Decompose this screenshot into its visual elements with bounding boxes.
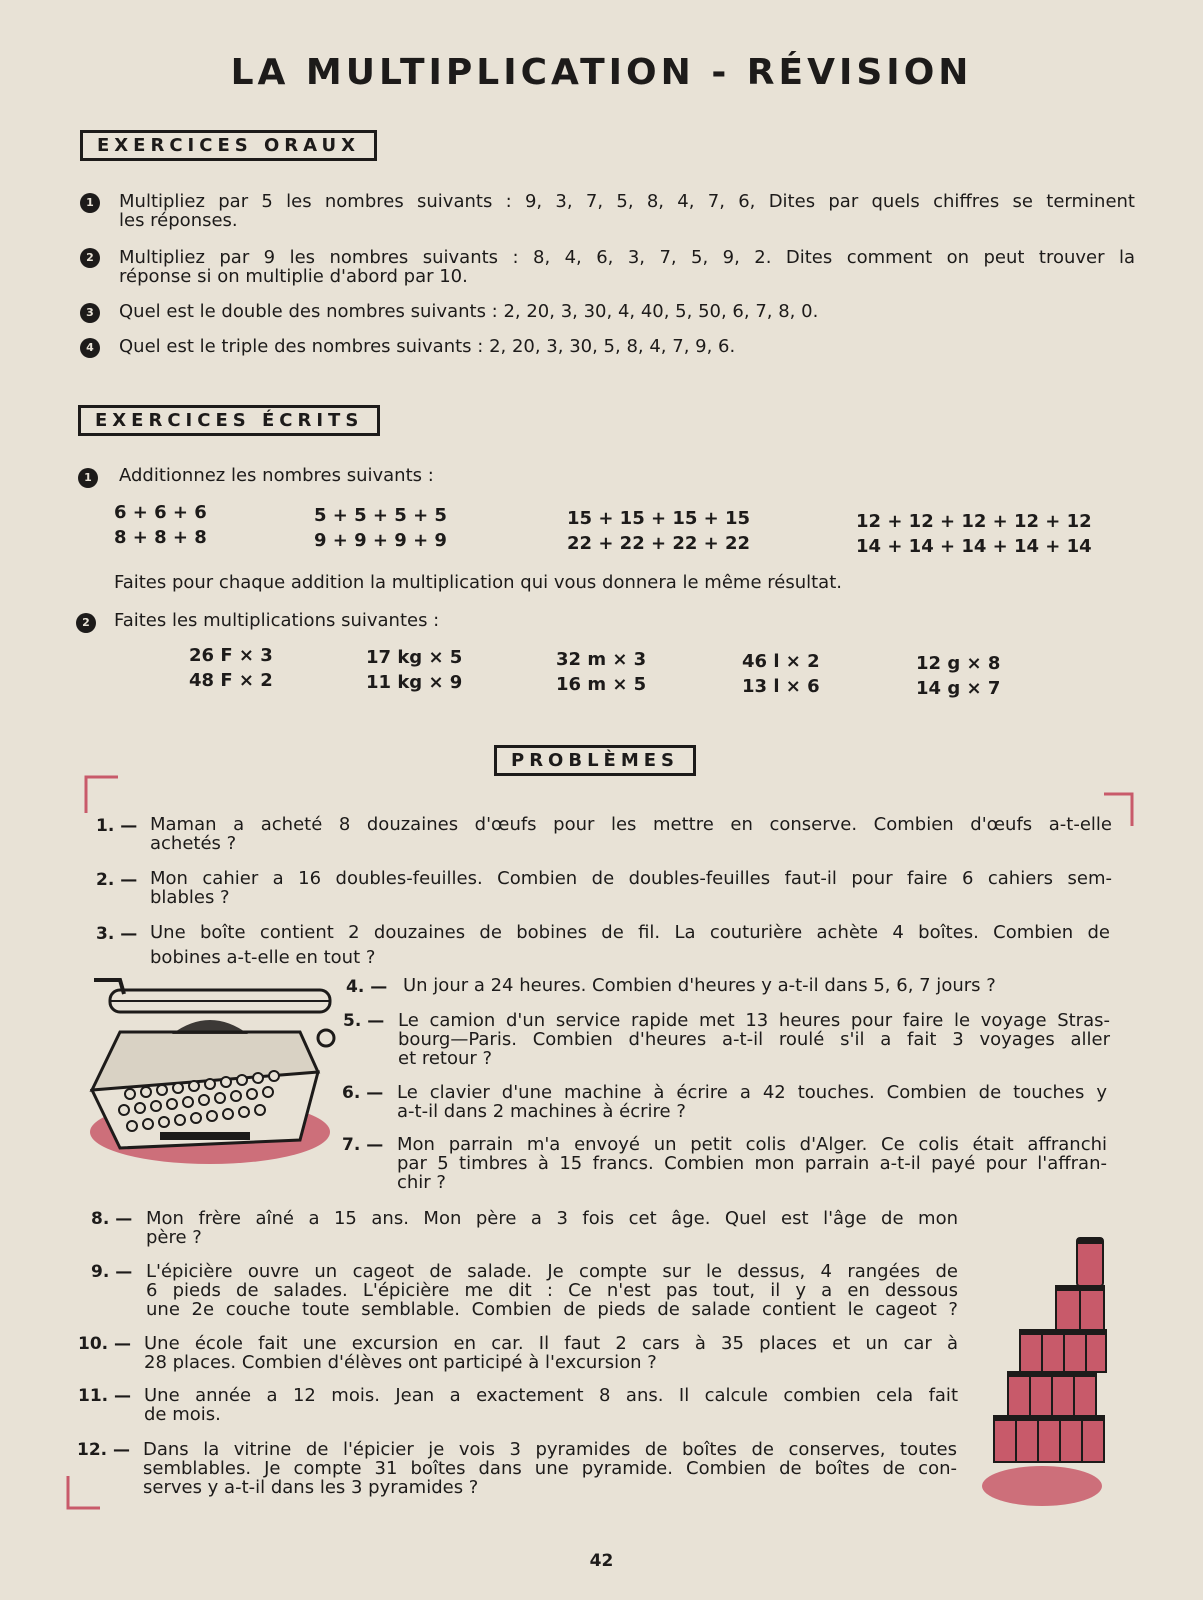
problem-text: bourg—Paris. Combien d'heures a-t-il roulé s'il a fait 3 voyages aller: [398, 1029, 1110, 1050]
written-number-1: 1: [78, 468, 98, 488]
sum-expression: 15 + 15 + 15 + 15: [567, 508, 751, 529]
problem-number: 1. —: [96, 816, 138, 836]
problem-text: achetés ?: [150, 833, 237, 854]
problem-number: 10. —: [78, 1334, 132, 1354]
sum-group: [856, 509, 1092, 559]
sum-expression: 14 + 14 + 14 + 14 + 14: [856, 536, 1092, 557]
problem-number: 5. —: [343, 1011, 385, 1031]
product-expression: 48 F × 2: [189, 670, 273, 691]
problem-text: blables ?: [150, 887, 230, 908]
page-number: 42: [589, 1551, 614, 1571]
product-group: [366, 645, 462, 695]
product-group: [189, 643, 273, 693]
problem-text: Le clavier d'une machine à écrire a 42 touches. Combien de touches y: [397, 1082, 1107, 1103]
product-expression: 32 m × 3: [556, 649, 647, 670]
problem-text: Dans la vitrine de l'épicier je vois 3 pyramides de boîtes de conserves, toutes: [143, 1439, 957, 1460]
oral-exercise-2-line1: Multipliez par 9 les nombres suivants : 8, 4, 6, 3, 7, 5, 9, 2. Dites comment on peut trouver la: [119, 247, 1135, 268]
problem-text: de mois.: [144, 1404, 221, 1425]
product-expression: 12 g × 8: [916, 653, 1001, 674]
sum-expression: 22 + 22 + 22 + 22: [567, 533, 751, 554]
problem-text: a-t-il dans 2 machines à écrire ?: [397, 1101, 686, 1122]
sum-expression: 5 + 5 + 5 + 5: [314, 505, 447, 526]
problem-text: Mon parrain m'a envoyé un petit colis d'Alger. Ce colis était affranchi: [397, 1134, 1107, 1155]
can-pyramid-illustration: [980, 1230, 1110, 1510]
problem-text: chir ?: [397, 1172, 446, 1193]
problem-text: Un jour a 24 heures. Combien d'heures y a-t-il dans 5, 6, 7 jours ?: [403, 975, 996, 996]
oral-exercise-4: Quel est le triple des nombres suivants : 2, 20, 3, 30, 5, 8, 4, 7, 9, 6.: [119, 336, 736, 357]
product-group: [556, 647, 646, 697]
sum-expression: 8 + 8 + 8: [114, 527, 207, 548]
oral-exercise-3: Quel est le double des nombres suivants : 2, 20, 3, 30, 4, 40, 5, 50, 6, 7, 8, 0.: [119, 301, 819, 322]
sum-expression: 9 + 9 + 9 + 9: [314, 530, 447, 551]
problem-text: serves y a-t-il dans les 3 pyramides ?: [143, 1477, 479, 1498]
problem-number: 11. —: [78, 1386, 132, 1406]
problem-text: L'épicière ouvre un cageot de salade. Je compte sur le dessus, 4 rangées de: [146, 1261, 958, 1282]
problem-text: semblables. Je compte 31 boîtes dans une pyramide. Combien de boîtes de con-: [143, 1458, 957, 1479]
problem-number: 2. —: [96, 870, 138, 890]
problem-text: Une boîte contient 2 douzaines de bobines de fil. La couturière achète 4 boîtes. Combien de: [150, 922, 1110, 943]
sum-expression: 6 + 6 + 6: [114, 502, 207, 523]
corner-mark-top-left: [82, 775, 122, 815]
problem-number: 4. —: [346, 977, 388, 997]
problem-number: 8. —: [91, 1209, 133, 1229]
written-number-2: 2: [76, 613, 96, 633]
problem-text: Une école fait une excursion en car. Il faut 2 cars à 35 places et un car à: [144, 1333, 958, 1354]
oral-exercise-2-line2: réponse si on multiplie d'abord par 10.: [119, 266, 468, 287]
sum-group: [567, 506, 750, 556]
problem-number: 9. —: [91, 1262, 133, 1282]
section-oral-heading: EXERCICES ORAUX: [80, 130, 377, 161]
sum-group: [314, 503, 447, 553]
product-expression: 14 g × 7: [916, 678, 1001, 699]
problem-text: 6 pieds de salades. L'épicière me dit : Ce n'est pas tout, il y a en dessous: [146, 1280, 958, 1301]
page-title: LA MULTIPLICATION - RÉVISION: [230, 52, 973, 93]
oral-number-1: 1: [80, 193, 100, 213]
problem-number: 6. —: [342, 1083, 384, 1103]
oral-exercise-1-line2: les réponses.: [119, 210, 238, 231]
problem-text: Mon frère aîné a 15 ans. Mon père a 3 fois cet âge. Quel est l'âge de mon: [146, 1208, 958, 1229]
product-expression: 16 m × 5: [556, 674, 647, 695]
corner-mark-bottom-left: [64, 1474, 104, 1514]
sum-expression: 12 + 12 + 12 + 12 + 12: [856, 511, 1092, 532]
oral-number-3: 3: [80, 303, 100, 323]
sum-group: [114, 500, 207, 550]
oral-number-4: 4: [80, 338, 100, 358]
problem-text: une 2e couche toute semblable. Combien de pieds de salade contient le cageot ?: [146, 1299, 958, 1320]
problem-text: Une année a 12 mois. Jean a exactement 8 ans. Il calcule combien cela fait: [144, 1385, 958, 1406]
problem-number: 3. —: [96, 924, 138, 944]
section-written-heading: EXERCICES ÉCRITS: [78, 405, 380, 436]
problem-text: 28 places. Combien d'élèves ont participé à l'excursion ?: [144, 1352, 657, 1373]
problem-text: Mon cahier a 16 doubles-feuilles. Combien de doubles-feuilles faut-il pour faire 6 cahiers sem-: [150, 868, 1112, 889]
problem-text: bobines a-t-elle en tout ?: [150, 947, 376, 968]
problem-text: et retour ?: [398, 1048, 493, 1069]
problem-text: père ?: [146, 1227, 202, 1248]
problem-number: 12. —: [77, 1440, 131, 1460]
product-expression: 13 l × 6: [742, 676, 820, 697]
product-expression: 17 kg × 5: [366, 647, 463, 668]
written-exercise-2-text: Faites les multiplications suivantes :: [114, 610, 440, 631]
product-expression: 46 l × 2: [742, 651, 820, 672]
section-problems-heading: PROBLÈMES: [494, 745, 696, 776]
problem-text: Maman a acheté 8 douzaines d'œufs pour les mettre en conserve. Combien d'œufs a-t-elle: [150, 814, 1112, 835]
product-group: [916, 651, 1000, 701]
written-exercise-1-text: Additionnez les nombres suivants :: [119, 465, 434, 486]
problem-text: Le camion d'un service rapide met 13 heures pour faire le voyage Stras-: [398, 1010, 1110, 1031]
problem-text: par 5 timbres à 15 francs. Combien mon parrain a-t-il payé pour l'affran-: [397, 1153, 1107, 1174]
written-exercise-1-note: Faites pour chaque addition la multiplication qui vous donnera le même résultat.: [114, 572, 842, 593]
problem-number: 7. —: [342, 1135, 384, 1155]
typewriter-illustration: [80, 972, 340, 1172]
oral-number-2: 2: [80, 248, 100, 268]
product-expression: 26 F × 3: [189, 645, 273, 666]
oral-exercise-1-line1: Multipliez par 5 les nombres suivants : 9, 3, 7, 5, 8, 4, 7, 6, Dites par quels chiffres se terminent: [119, 191, 1135, 212]
product-expression: 11 kg × 9: [366, 672, 463, 693]
product-group: [742, 649, 820, 699]
